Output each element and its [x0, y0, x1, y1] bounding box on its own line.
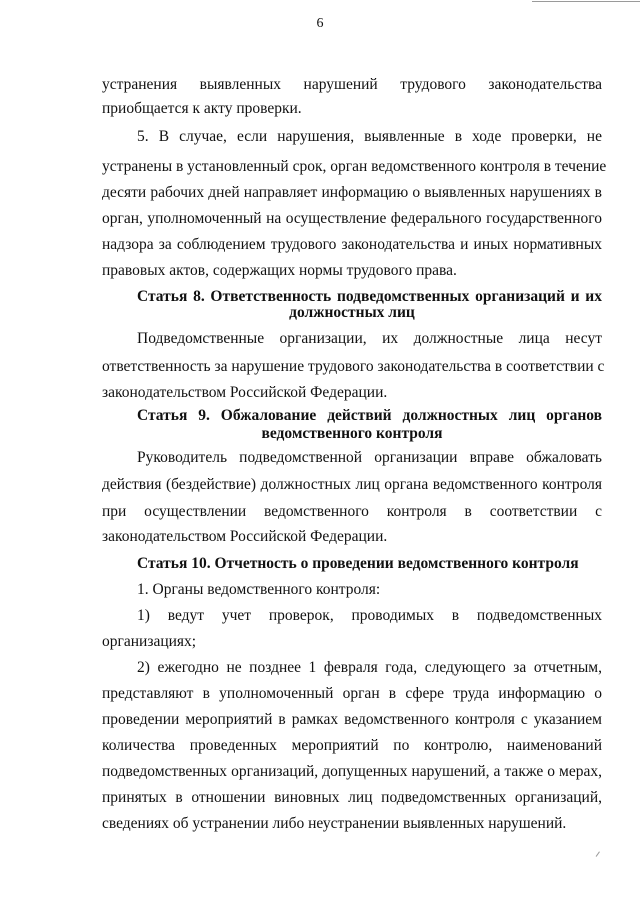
text-line: законодательством Российской Федерации.	[102, 384, 388, 401]
text-line: 1. Органы ведомственного контроля:	[137, 581, 381, 598]
text-line: 2) ежегодно не позднее 1 февраля года, следующего за отчетным,	[137, 659, 602, 676]
text-line: действия (бездействие) должностных лиц органа ведомственного контроля	[102, 476, 602, 493]
text-line: десяти рабочих дней направляет информацию о выявленных нарушениях в	[102, 184, 602, 201]
text-line: проведении мероприятий в рамках ведомственного контроля с указанием	[102, 711, 602, 728]
corner-scan-line	[532, 1, 640, 2]
text-line: 5. В случае, если нарушения, выявленные в ходе проверки, не	[137, 128, 602, 145]
article-heading: Статья 9. Обжалование действий должностных лиц органов	[137, 407, 602, 424]
text-line: надзора за соблюдением трудового законодательства и иных нормативных	[102, 236, 602, 253]
text-line: Руководитель подведомственной организации вправе обжаловать	[137, 449, 602, 466]
text-line: устранения выявленных нарушений трудового законодательства	[102, 76, 602, 93]
text-line: организациях;	[102, 633, 197, 650]
page-number: 6	[316, 16, 324, 31]
text-line: представляют в уполномоченный орган в сфере труда информацию о	[102, 685, 602, 702]
text-line: 1) ведут учет проверок, проводимых в подведомственных	[137, 607, 602, 624]
article-heading: Статья 8. Ответственность подведомственных организаций и их	[137, 288, 602, 305]
text-line: устранены в установленный срок, орган ведомственного контроля в течение	[102, 158, 607, 175]
text-line: принятых в отношении виновных лиц подведомственных организаций,	[102, 789, 602, 806]
text-line: законодательством Российской Федерации.	[102, 528, 388, 545]
text-line: сведениях об устранении либо неустранении выявленных нарушений.	[102, 815, 567, 832]
article-heading: ведомственного контроля	[261, 425, 443, 442]
scan-mark	[596, 851, 603, 858]
text-line: количества проведенных мероприятий по контролю, наименований	[102, 737, 602, 754]
text-line: при осуществлении ведомственного контроля в соответствии с	[102, 503, 602, 520]
text-line: правовых актов, содержащих нормы трудового права.	[102, 262, 457, 279]
text-line: Подведомственные организации, их должностные лица несут	[137, 330, 602, 347]
text-line: ответственность за нарушение трудового законодательства в соответствии с	[102, 358, 605, 375]
article-heading: Статья 10. Отчетность о проведении ведомственного контроля	[137, 555, 579, 572]
text-line: приобщается к акту проверки.	[102, 100, 302, 117]
article-heading: должностных лиц	[289, 304, 415, 321]
text-line: орган, уполномоченный на осуществление федерального государственного	[102, 210, 602, 227]
text-line: подведомственных организаций, допущенных нарушений, а также о мерах,	[102, 763, 602, 780]
